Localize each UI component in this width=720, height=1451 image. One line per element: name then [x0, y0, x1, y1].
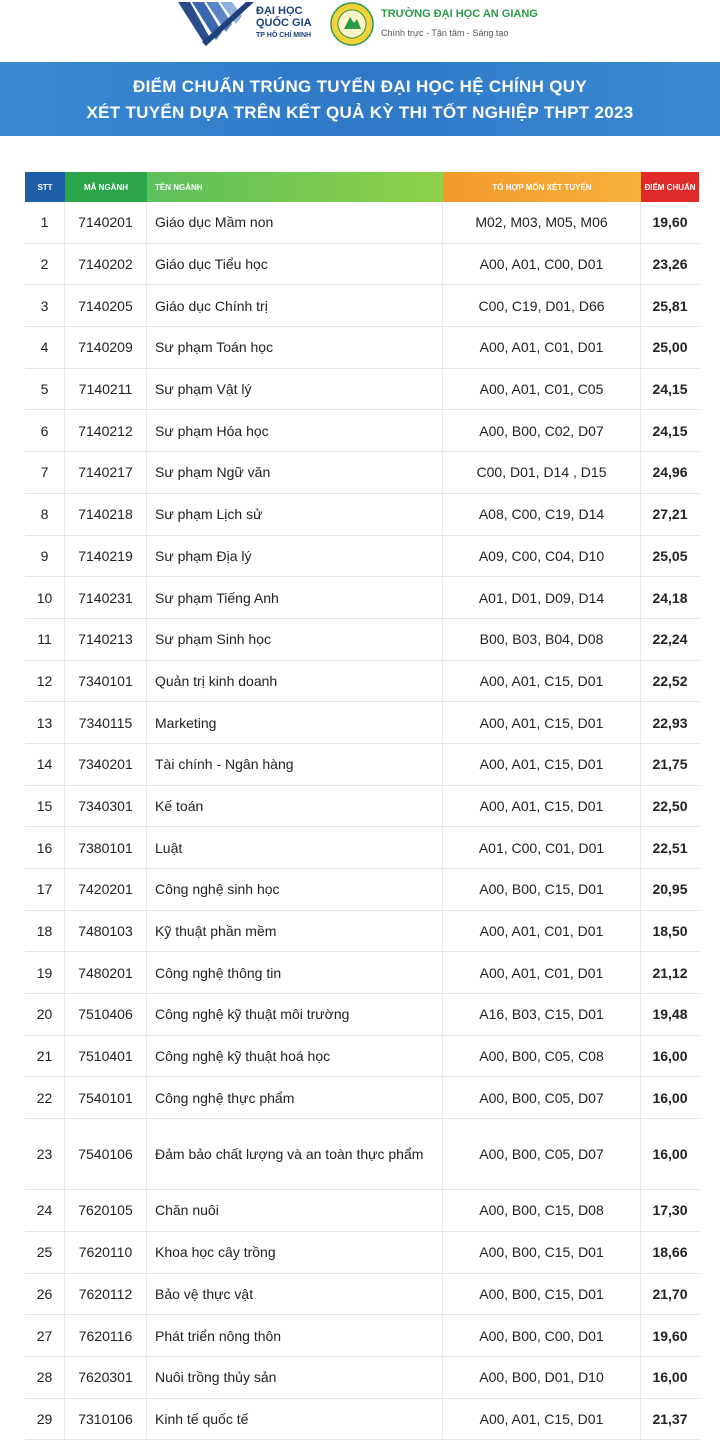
- table-row: [25, 202, 699, 244]
- table-row: [25, 1274, 699, 1316]
- row-to-hop: A00, B00, C15, D01: [443, 1232, 641, 1273]
- row-stt: 4: [25, 327, 65, 368]
- row-diem-chuan: 24,15: [652, 381, 688, 398]
- table-row: [25, 619, 699, 661]
- table-row: [25, 1315, 699, 1357]
- row-to-hop: A00, B00, C05, C08: [443, 1036, 641, 1077]
- row-diem-chuan: 16,00: [652, 1089, 688, 1106]
- row-stt: 6: [25, 410, 65, 451]
- row-ma-nganh: 7340201: [65, 744, 147, 785]
- row-to-hop: B00, B03, B04, D08: [443, 619, 641, 660]
- row-ten-nganh: Công nghệ kỹ thuật môi trường: [147, 994, 443, 1035]
- row-ma-nganh: 7140211: [65, 369, 147, 410]
- row-stt: 10: [25, 577, 65, 618]
- row-stt: 12: [25, 661, 65, 702]
- table-row: [25, 494, 699, 536]
- row-stt: 5: [25, 369, 65, 410]
- row-ma-nganh: 7540101: [65, 1077, 147, 1118]
- page-header: [0, 0, 720, 60]
- row-ma-nganh: 7140219: [65, 536, 147, 577]
- header-ten-nganh: TÊN NGÀNH: [147, 172, 443, 202]
- row-ten-nganh: Công nghệ sinh học: [147, 869, 443, 910]
- row-diem-chuan: 25,81: [652, 297, 688, 314]
- banner-title-line1: ĐIỂM CHUẨN TRÚNG TUYỂN ĐẠI HỌC HỆ CHÍNH QUY: [133, 77, 587, 96]
- table-row: [25, 994, 699, 1036]
- row-to-hop: A00, A01, C15, D01: [443, 744, 641, 785]
- row-to-hop: A00, B00, C15, D01: [443, 869, 641, 910]
- row-diem-chuan: 23,26: [652, 256, 688, 273]
- row-stt: 27: [25, 1315, 65, 1356]
- row-ten-nganh: Sư phạm Hóa học: [147, 410, 443, 451]
- row-diem-chuan: 24,15: [652, 422, 688, 439]
- row-to-hop: A00, A01, C15, D01: [443, 702, 641, 743]
- header-ma-nganh: MÃ NGÀNH: [65, 172, 147, 202]
- row-stt: 25: [25, 1232, 65, 1273]
- table-row: [25, 1232, 699, 1274]
- row-stt: 23: [25, 1119, 65, 1189]
- table-row: [25, 1036, 699, 1078]
- vnu-logo-icon: [176, 2, 254, 46]
- table-row: [25, 410, 699, 452]
- row-ma-nganh: 7620301: [65, 1357, 147, 1398]
- vnu-line2: QUỐC GIA: [256, 17, 312, 29]
- row-to-hop: A00, B00, C02, D07: [443, 410, 641, 451]
- row-diem-chuan: 21,12: [652, 964, 688, 981]
- row-ten-nganh: Khoa học cây trồng: [147, 1232, 443, 1273]
- row-ma-nganh: 7620110: [65, 1232, 147, 1273]
- row-ma-nganh: 7510406: [65, 994, 147, 1035]
- row-ma-nganh: 7310106: [65, 1399, 147, 1440]
- row-ten-nganh: Công nghệ thông tin: [147, 952, 443, 993]
- row-diem-chuan: 22,24: [652, 631, 688, 648]
- row-ten-nganh: Sư phạm Vật lý: [147, 369, 443, 410]
- row-ma-nganh: 7510401: [65, 1036, 147, 1077]
- row-stt: 28: [25, 1357, 65, 1398]
- row-to-hop: A00, A01, C15, D01: [443, 786, 641, 827]
- row-ten-nganh: Nuôi trồng thủy sản: [147, 1357, 443, 1398]
- row-ten-nganh: Công nghệ kỹ thuật hoá học: [147, 1036, 443, 1077]
- row-ma-nganh: 7140231: [65, 577, 147, 618]
- row-diem-chuan: 17,30: [652, 1202, 688, 1219]
- row-diem-chuan: 21,75: [652, 756, 688, 773]
- row-ten-nganh: Phát triển nông thôn: [147, 1315, 443, 1356]
- row-stt: 24: [25, 1190, 65, 1231]
- table-row: [25, 1399, 699, 1441]
- row-ma-nganh: 7140205: [65, 285, 147, 326]
- row-to-hop: A00, B00, C15, D08: [443, 1190, 641, 1231]
- row-ma-nganh: 7140217: [65, 452, 147, 493]
- table-row: [25, 1119, 699, 1190]
- row-to-hop: A01, C00, C01, D01: [443, 827, 641, 868]
- table-row: [25, 452, 699, 494]
- row-diem-chuan: 22,50: [652, 797, 688, 814]
- row-diem-chuan: 25,05: [652, 547, 688, 564]
- table-row: [25, 577, 699, 619]
- vnu-line1: ĐẠI HỌC: [256, 5, 303, 17]
- table-row: [25, 327, 699, 369]
- row-stt: 15: [25, 786, 65, 827]
- row-ten-nganh: Sư phạm Toán học: [147, 327, 443, 368]
- row-ma-nganh: 7140212: [65, 410, 147, 451]
- row-ma-nganh: 7340101: [65, 661, 147, 702]
- row-ten-nganh: Giáo dục Mầm non: [147, 202, 443, 243]
- header-stt: STT: [25, 172, 65, 202]
- row-diem-chuan: 16,00: [652, 1048, 688, 1065]
- row-ten-nganh: Công nghệ thực phẩm: [147, 1077, 443, 1118]
- row-stt: 9: [25, 536, 65, 577]
- row-ten-nganh: Kinh tế quốc tế: [147, 1399, 443, 1440]
- row-to-hop: A00, B00, C05, D07: [443, 1077, 641, 1118]
- row-ma-nganh: 7380101: [65, 827, 147, 868]
- row-diem-chuan: 18,50: [652, 923, 688, 940]
- table-row: [25, 869, 699, 911]
- row-ten-nganh: Sư phạm Địa lý: [147, 536, 443, 577]
- table-row: [25, 952, 699, 994]
- vnu-name: [256, 5, 312, 42]
- row-stt: 14: [25, 744, 65, 785]
- table-row: [25, 911, 699, 953]
- row-ma-nganh: 7620112: [65, 1274, 147, 1315]
- row-stt: 13: [25, 702, 65, 743]
- title-banner: [0, 62, 720, 136]
- row-to-hop: A00, A01, C01, D01: [443, 911, 641, 952]
- table-row: [25, 661, 699, 703]
- agu-logo-icon: [330, 2, 374, 46]
- row-ten-nganh: Marketing: [147, 702, 443, 743]
- table-row: [25, 827, 699, 869]
- banner-title-line2: XÉT TUYỂN DỰA TRÊN KẾT QUẢ KỲ THI TỐT NGHIỆP THPT 2023: [86, 103, 634, 122]
- row-to-hop: C00, D01, D14 , D15: [443, 452, 641, 493]
- table-row: [25, 744, 699, 786]
- row-to-hop: A00, B00, C15, D01: [443, 1274, 641, 1315]
- row-diem-chuan: 20,95: [652, 881, 688, 898]
- row-stt: 19: [25, 952, 65, 993]
- row-to-hop: A16, B03, C15, D01: [443, 994, 641, 1035]
- row-ten-nganh: Giáo dục Chính trị: [147, 285, 443, 326]
- row-diem-chuan: 19,60: [652, 1327, 688, 1344]
- row-to-hop: A00, A01, C01, D01: [443, 327, 641, 368]
- row-ma-nganh: 7480103: [65, 911, 147, 952]
- row-diem-chuan: 19,60: [652, 214, 688, 231]
- row-stt: 16: [25, 827, 65, 868]
- row-stt: 21: [25, 1036, 65, 1077]
- row-diem-chuan: 24,96: [652, 464, 688, 481]
- row-stt: 26: [25, 1274, 65, 1315]
- table-row: [25, 536, 699, 578]
- row-ten-nganh: Giáo dục Tiểu học: [147, 244, 443, 285]
- header-diem-chuan: ĐIỂM CHUẨN: [641, 172, 699, 202]
- header-to-hop: TỔ HỢP MÔN XÉT TUYỂN: [443, 172, 641, 202]
- row-ten-nganh: Kỹ thuật phần mềm: [147, 911, 443, 952]
- row-ten-nganh: Đảm bảo chất lượng và an toàn thực phẩm: [147, 1119, 443, 1189]
- row-stt: 11: [25, 619, 65, 660]
- row-stt: 3: [25, 285, 65, 326]
- row-to-hop: A00, A01, C15, D01: [443, 661, 641, 702]
- row-ten-nganh: Bảo vệ thực vật: [147, 1274, 443, 1315]
- row-ma-nganh: 7140202: [65, 244, 147, 285]
- row-ten-nganh: Tài chính - Ngân hàng: [147, 744, 443, 785]
- table-row: [25, 702, 699, 744]
- row-to-hop: A00, A01, C00, D01: [443, 244, 641, 285]
- row-ma-nganh: 7140218: [65, 494, 147, 535]
- row-ten-nganh: Quản trị kinh doanh: [147, 661, 443, 702]
- table-row: [25, 244, 699, 286]
- row-ten-nganh: Sư phạm Ngữ văn: [147, 452, 443, 493]
- row-ma-nganh: 7540106: [65, 1119, 147, 1189]
- row-diem-chuan: 19,48: [652, 1006, 688, 1023]
- row-to-hop: A09, C00, C04, D10: [443, 536, 641, 577]
- row-diem-chuan: 16,00: [652, 1146, 688, 1163]
- row-to-hop: A00, B00, C00, D01: [443, 1315, 641, 1356]
- row-stt: 20: [25, 994, 65, 1035]
- row-ten-nganh: Sư phạm Lịch sử: [147, 494, 443, 535]
- row-diem-chuan: 22,52: [652, 672, 688, 689]
- row-stt: 18: [25, 911, 65, 952]
- row-to-hop: A00, B00, D01, D10: [443, 1357, 641, 1398]
- row-diem-chuan: 21,37: [652, 1410, 688, 1427]
- row-ma-nganh: 7140209: [65, 327, 147, 368]
- row-ten-nganh: Sư phạm Sinh học: [147, 619, 443, 660]
- row-to-hop: A00, A01, C01, C05: [443, 369, 641, 410]
- row-ma-nganh: 7340301: [65, 786, 147, 827]
- row-ma-nganh: 7140213: [65, 619, 147, 660]
- row-ten-nganh: Chăn nuôi: [147, 1190, 443, 1231]
- row-stt: 2: [25, 244, 65, 285]
- row-diem-chuan: 22,93: [652, 714, 688, 731]
- row-diem-chuan: 22,51: [652, 839, 688, 856]
- row-ma-nganh: 7620105: [65, 1190, 147, 1231]
- row-ten-nganh: Sư phạm Tiếng Anh: [147, 577, 443, 618]
- agu-name-block: [381, 8, 538, 38]
- agu-name: TRƯỜNG ĐẠI HỌC AN GIANG: [381, 8, 538, 20]
- table-row: [25, 1077, 699, 1119]
- row-stt: 8: [25, 494, 65, 535]
- table-row: [25, 285, 699, 327]
- row-ma-nganh: 7620116: [65, 1315, 147, 1356]
- row-to-hop: A00, A01, C01, D01: [443, 952, 641, 993]
- table-row: [25, 369, 699, 411]
- row-ma-nganh: 7340115: [65, 702, 147, 743]
- row-stt: 7: [25, 452, 65, 493]
- row-stt: 29: [25, 1399, 65, 1440]
- row-diem-chuan: 18,66: [652, 1244, 688, 1261]
- row-to-hop: C00, C19, D01, D66: [443, 285, 641, 326]
- row-ten-nganh: Luật: [147, 827, 443, 868]
- row-diem-chuan: 27,21: [652, 506, 688, 523]
- row-ma-nganh: 7480201: [65, 952, 147, 993]
- score-table: [25, 172, 699, 1440]
- row-ma-nganh: 7420201: [65, 869, 147, 910]
- row-diem-chuan: 16,00: [652, 1369, 688, 1386]
- agu-motto: Chính trực - Tận tâm - Sáng tạo: [381, 28, 509, 38]
- table-header: [25, 172, 699, 202]
- row-to-hop: M02, M03, M05, M06: [443, 202, 641, 243]
- table-body: [25, 202, 699, 1440]
- row-to-hop: A00, A01, C15, D01: [443, 1399, 641, 1440]
- row-ten-nganh: Kế toán: [147, 786, 443, 827]
- vnu-line3: TP HỒ CHÍ MINH: [256, 32, 312, 39]
- table-row: [25, 786, 699, 828]
- table-row: [25, 1357, 699, 1399]
- row-stt: 22: [25, 1077, 65, 1118]
- row-stt: 17: [25, 869, 65, 910]
- row-to-hop: A01, D01, D09, D14: [443, 577, 641, 618]
- row-to-hop: A00, B00, C05, D07: [443, 1119, 641, 1189]
- row-diem-chuan: 24,18: [652, 589, 688, 606]
- row-to-hop: A08, C00, C19, D14: [443, 494, 641, 535]
- table-row: [25, 1190, 699, 1232]
- row-diem-chuan: 25,00: [652, 339, 688, 356]
- row-ma-nganh: 7140201: [65, 202, 147, 243]
- row-stt: 1: [25, 202, 65, 243]
- row-diem-chuan: 21,70: [652, 1285, 688, 1302]
